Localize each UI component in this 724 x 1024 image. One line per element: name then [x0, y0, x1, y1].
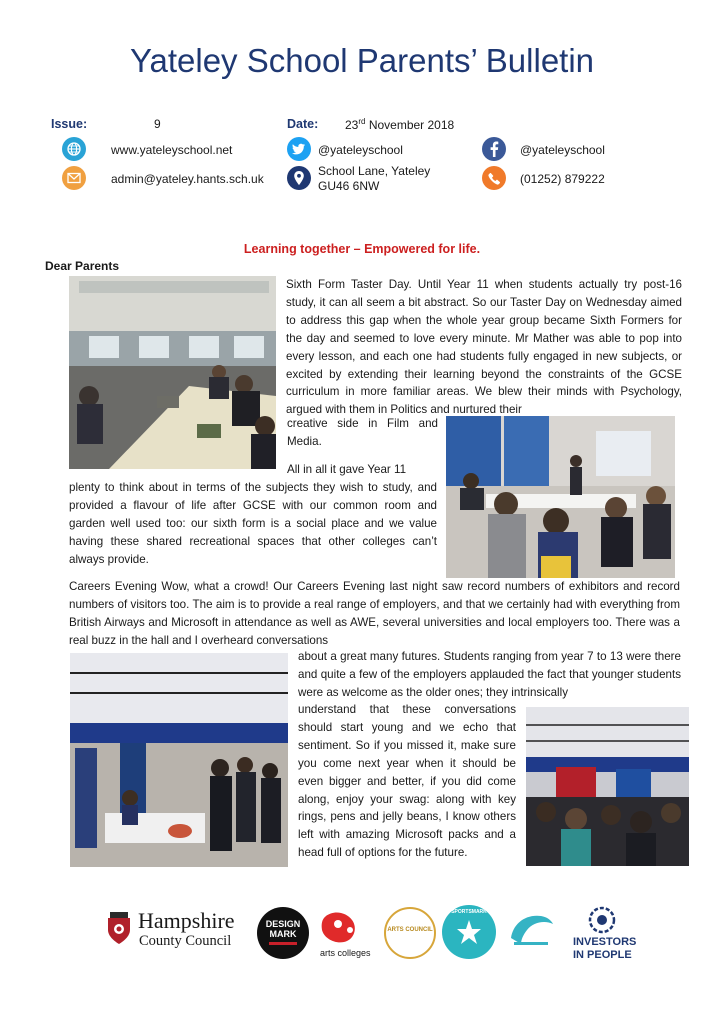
- phone-number[interactable]: (01252) 879222: [520, 172, 605, 186]
- facebook-handle[interactable]: @yateleyschool: [520, 143, 605, 157]
- address-line-1: School Lane, Yateley: [318, 164, 431, 178]
- issue-label: Issue:: [51, 117, 88, 131]
- taster-day-paragraph: Sixth Form Taster Day. Until Year 11 when students actually try post-16 study, it can all seem a bit abstract. So our Taster Day on Wednesday aimed to address this gap when the whole year group became Sixth Formers for the day and seemed to love every minute. Mr Mather was able to pop into every lesson, and each one had students fully engaged in new subjects, or excited by extending their learning beyond the constraints of the GCSE curriculum in more familiar areas. We blew their minds with Psychology, argued with them in Politics and nurtured their: [286, 278, 682, 417]
- email-link[interactable]: admin@yateley.hants.sch.uk: [111, 172, 264, 186]
- date-label: Date:: [287, 117, 319, 131]
- classroom-photo: [69, 276, 276, 469]
- arts-council-logo: ARTS COUNCIL: [384, 907, 436, 959]
- investors-line-2: IN PEOPLE: [573, 949, 632, 961]
- taster-day-paragraph-3: All in all it gave Year 11: [287, 463, 407, 476]
- hampshire-name: Hampshire: [138, 908, 235, 933]
- taster-day-lead: Sixth Form Taster Day: [286, 278, 409, 291]
- taster-day-paragraph-2: creative side in Film and Media.: [287, 417, 438, 448]
- address: [318, 164, 430, 194]
- phone-icon: [482, 166, 506, 190]
- careers-hall-photo: [70, 653, 288, 867]
- investors-line-1: INVESTORS: [573, 936, 637, 948]
- twitter-handle[interactable]: @yateleyschool: [318, 143, 403, 157]
- lecture-photo: [446, 416, 675, 578]
- careers-crowd-photo: [526, 707, 689, 866]
- investors-in-people-icon: [585, 906, 619, 936]
- school-motto: Learning together – Empowered for life.: [243, 242, 481, 256]
- website-link[interactable]: www.yateleyschool.net: [111, 143, 233, 157]
- facebook-icon: [482, 137, 506, 161]
- issue-value: 9: [154, 117, 161, 131]
- arts-colleges-icon: [320, 910, 370, 946]
- bulletin-title: Yateley School Parents’ Bulletin: [129, 42, 595, 79]
- hampshire-crest-icon: [104, 910, 134, 946]
- location-pin-icon: [287, 166, 311, 190]
- careers-evening-paragraph-3: understand that these conversations should start young and we echo that sentiment. So if you missed it, make sure you come next year when it should be even bigger and better, if you did come along, enjoy your swag: along with key rings, pens and jelly beans, I know others left with amazing Microsoft packs and a head full of options for the future.: [298, 703, 516, 860]
- design-mark-logo: DESIGN MARK: [257, 907, 309, 959]
- taster-day-paragraph-4: plenty to think about in terms of the subjects they wish to study, and provided a flavour of life after GCSE with our common room and garden well used too: our sixth form is a social place and we value having these shared recreational spaces that other colleges can’t always provide.: [69, 481, 437, 566]
- careers-evening-lead: Careers Evening: [69, 580, 157, 593]
- investors-in-careers-icon: [506, 908, 556, 954]
- twitter-icon: [287, 137, 311, 161]
- globe-icon: [62, 137, 86, 161]
- arts-colleges-label: arts colleges: [320, 948, 371, 958]
- email-icon: [62, 166, 86, 190]
- hampshire-subname: County Council: [139, 933, 232, 949]
- address-line-2: GU46 6NW: [318, 179, 380, 193]
- sportsmark-logo: SPORTSMARK: [442, 905, 496, 959]
- date-value: 23rd November 2018: [345, 117, 455, 132]
- careers-evening-paragraph-2: about a great many futures. Students ranging from year 7 to 13 were there and quite a few of the employers applauded the fact that younger students were as welcome as the older ones; they intrinsically: [298, 650, 681, 699]
- greeting: Dear Parents: [45, 259, 120, 273]
- careers-evening-paragraph: Careers Evening Wow, what a crowd! Our Careers Evening last night saw record numbers of exhibitors and record numbers of visitors too. The aim is to provide a real range of employers, and that we certainly had with everything from British Airways and Microsoft in attendance as well as AWE, several universities and local employers too. There was a real buzz in the hall and I overheard conversations: [69, 580, 680, 647]
